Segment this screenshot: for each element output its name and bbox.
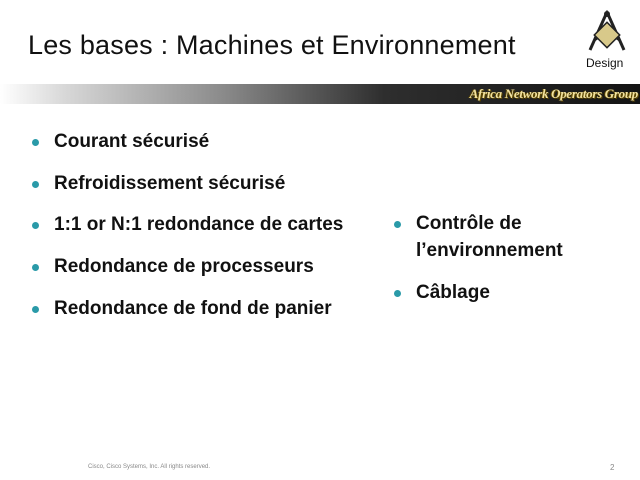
- bullet-item: [390, 279, 630, 306]
- bullet-dot: [32, 222, 39, 229]
- bullet-item: [28, 170, 368, 197]
- footer-copyright: Cisco, Cisco Systems, Inc. All rights reserved.: [88, 464, 211, 470]
- bullet-dot: [32, 139, 39, 146]
- bullet-item: [28, 253, 368, 280]
- compass-square-icon: [584, 10, 630, 56]
- bullet-dot: [32, 181, 39, 188]
- bullet-text: Redondance de processeurs: [54, 256, 314, 277]
- bullet-item: [28, 295, 368, 322]
- right-bullet-list: [390, 210, 630, 321]
- design-logo: [580, 10, 634, 72]
- bullet-text: Câblage: [416, 282, 490, 303]
- bullet-dot: [32, 264, 39, 271]
- bullet-text: Refroidissement sécurisé: [54, 173, 286, 194]
- org-banner: Africa Network Operators Group: [469, 86, 638, 101]
- bullet-text: Redondance de fond de panier: [54, 298, 332, 319]
- bullet-dot: [32, 306, 39, 313]
- bullet-text: 1:1 or N:1 redondance de cartes: [54, 214, 344, 235]
- page-number: 2: [610, 463, 615, 472]
- bullet-text: Contrôle de l’environnement: [416, 213, 563, 261]
- bullet-item: [28, 211, 368, 238]
- bullet-text: Courant sécurisé: [54, 131, 210, 152]
- bullet-dot: [394, 290, 401, 297]
- bullet-dot: [394, 221, 401, 228]
- logo-label: Design: [586, 56, 624, 70]
- left-bullet-list: [28, 128, 368, 337]
- bullet-item: [390, 210, 630, 264]
- slide-title: Les bases : Machines et Environnement: [28, 30, 516, 60]
- bullet-item: [28, 128, 368, 155]
